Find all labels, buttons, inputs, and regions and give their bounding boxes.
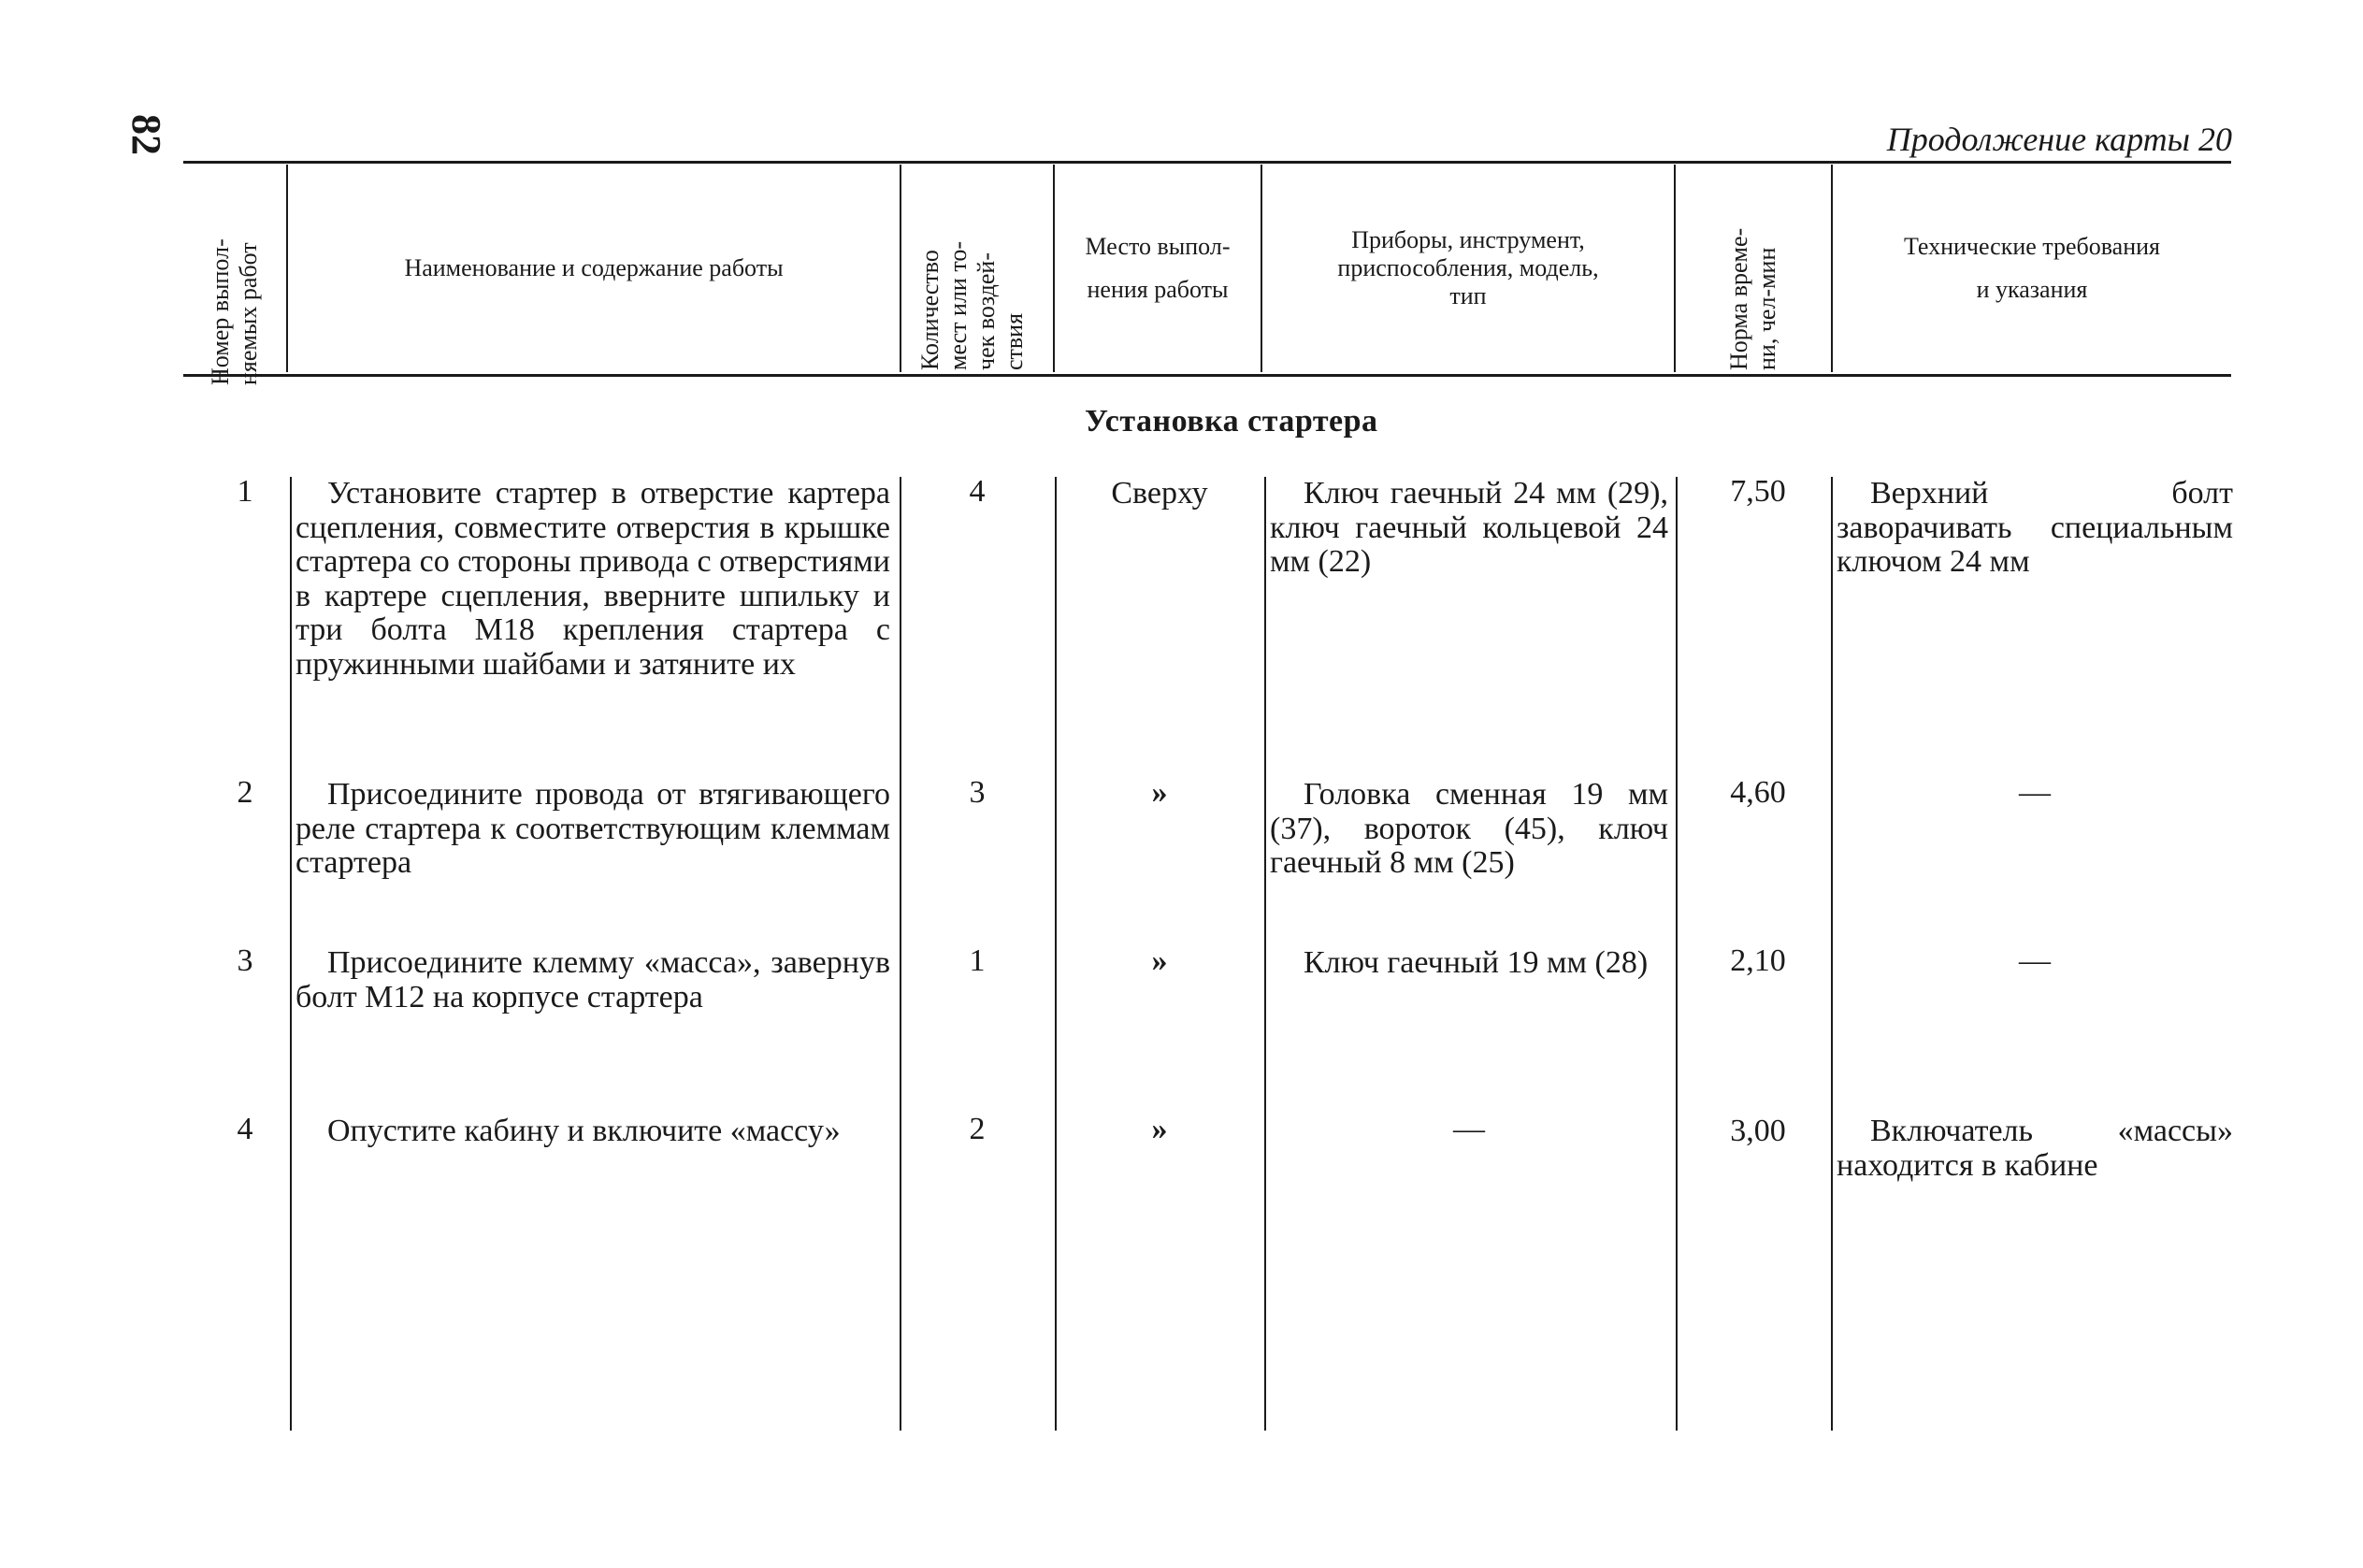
row-qty: 1	[969, 943, 986, 978]
row-time: 4,60	[1730, 775, 1786, 810]
page-number: 82	[123, 114, 169, 155]
header-col-number: Номер выпол- няемых работ	[207, 238, 262, 385]
row-number: 2	[237, 775, 253, 810]
body-divider	[1264, 477, 1266, 1431]
row-work: Установите стартер в отверстие картера сцепления, совместите отверстия в крышке стартера со стороны привода с отверстиями в картере сцепления, вверните шпильку и три болта М18 крепления стартера с пружинными шайбами и затяните их	[295, 476, 890, 682]
row-tools: —	[1453, 1112, 1485, 1146]
row-place: Сверху	[1111, 476, 1208, 511]
body-divider	[1055, 477, 1057, 1431]
row-number: 3	[237, 943, 253, 978]
body-divider	[900, 477, 901, 1431]
row-qty: 4	[969, 474, 986, 509]
row-requirements: Верхний болт заворачивать специальным ключом 24 мм	[1837, 476, 2233, 579]
body-divider	[1831, 477, 1833, 1431]
row-requirements: Включатель «массы» находится в кабине	[1837, 1114, 2233, 1183]
header-col-work: Наименование и содержание работы	[404, 254, 784, 281]
row-qty: 2	[969, 1112, 986, 1146]
header-col-place: Место выпол- нения работы	[1085, 233, 1231, 303]
row-tools: Головка сменная 19 мм (37), вороток (45), ключ гаечный 8 мм (25)	[1270, 777, 1668, 880]
continuation-title: Продолжение карты 20	[1886, 121, 2232, 158]
header-col-tools: Приборы, инструмент, приспособления, модель, тип	[1337, 226, 1599, 309]
row-time: 2,10	[1730, 943, 1786, 978]
header-col-requirements: Технические требования и указания	[1903, 233, 2160, 303]
row-time: 7,50	[1730, 474, 1786, 509]
row-tools: Ключ гаечный 24 мм (29), ключ гаечный кольцевой 24 мм (22)	[1270, 476, 1668, 579]
row-requirements: —	[2019, 943, 2051, 978]
row-time: 3,00	[1730, 1114, 1786, 1148]
row-place: »	[1151, 943, 1168, 978]
header-top-rule	[183, 161, 2231, 164]
row-qty: 3	[969, 775, 986, 810]
row-number: 1	[237, 474, 253, 509]
header-bottom-rule	[183, 374, 2231, 377]
row-place: »	[1151, 1112, 1168, 1146]
header-col-qty: Количество мест или то- чек воздей- ствия	[916, 240, 1028, 370]
row-work: Присоедините клемму «масса», завернув болт М12 на корпусе стартера	[295, 945, 890, 1014]
section-title: Установка стартера	[1085, 404, 1378, 439]
body-divider	[290, 477, 292, 1431]
row-place: »	[1151, 775, 1168, 810]
header-col-time: Норма време- ни, чел-мин	[1725, 227, 1780, 370]
row-number: 4	[237, 1112, 253, 1146]
row-work: Опустите кабину и включите «массу»	[327, 1114, 841, 1148]
row-requirements: —	[2019, 775, 2051, 810]
body-divider	[1676, 477, 1678, 1431]
row-work: Присоедините провода от втягивающего реле стартера к соответствующим клеммам стартера	[295, 777, 890, 880]
row-tools: Ключ гаечный 19 мм (28)	[1304, 945, 1649, 980]
